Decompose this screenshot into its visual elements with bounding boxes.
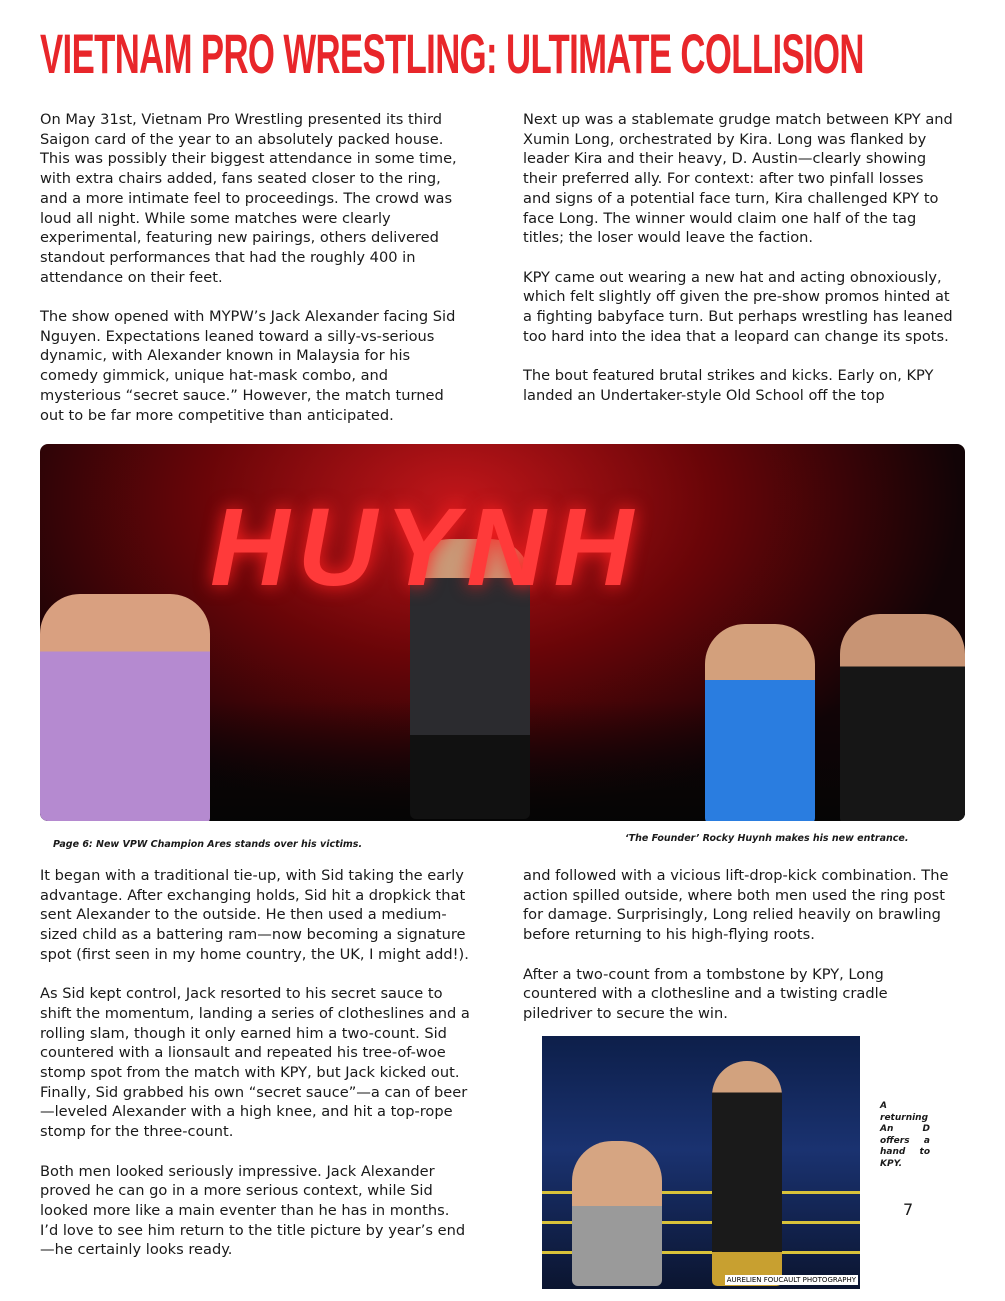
paragraph: As Sid kept control, Jack resorted to his secret sauce to shift the momentum, landing a series of clotheslines and a rolling slam, though it only earned him a two-count. Sid countered with a lionsault and repeated his tree-of-woe stomp spot from the match with KPY, but Jack kicked out. Finally, Sid grabbed his own “secret sauce”—a can of beer—leveled Alexander with a high knee, and hit a top-rope stomp for the three-count. [40,985,470,1141]
photo-credit: AURELIEN FOUCAULT PHOTOGRAPHY [726,1276,856,1284]
paragraph: It began with a traditional tie-up, with Sid taking the early advantage. After exchanging holds, Sid hit a dropkick that sent Alexander to the outside. He then used a medium-sized child as a battering ram—now becoming a signature spot (first seen in my home country, the UK, I might add!). [40,867,469,963]
entrance-photo [40,444,965,821]
paragraph: Next up was a stablemate grudge match between KPY and Xumin Long, orchestrated by Kira. Long was flanked by leader Kira and their heavy, D. Austin—clearly showing their preferred ally. For context: after two pinfall losses and signs of a potential face turn, Kira challenged KPY to face Long. The winner would claim one half of the tag titles; the loser would leave the faction. [523,111,953,247]
column-2 [523,110,955,425]
fan-figure [840,614,965,821]
paragraph: The bout featured brutal strikes and kicks. Early on, KPY landed an Undertaker-style Old School off the top [523,367,934,404]
photo-caption-left: Page 6: New VPW Champion Ares stands over his victims. [53,839,363,850]
paragraph: Both men looked seriously impressive. Jack Alexander proved he can go in a more serious context, while Sid looked more like a main eventer than he has in months. I’d love to see him return to the title picture by year’s end—he certainly looks ready. [40,1162,466,1259]
ring-photo [542,1036,860,1289]
paragraph: The show opened with MYPW’s Jack Alexander facing Sid Nguyen. Expectations leaned toward a silly-vs-serious dynamic, with Alexander known in Malaysia for his comedy gimmick, unique hat-mask combo, and mysterious “secret sauce.” However, the match turned out to be far more competitive than anticipated. [40,308,456,424]
wrestler-kneeling [572,1141,662,1286]
fan-figure [705,624,815,821]
neon-sign: HUYNH [210,486,642,609]
article-title: VIETNAM PRO WRESTLING: ULTIMATE COLLISION [40,22,864,85]
column-1 [40,110,470,445]
fan-figure [40,594,210,821]
page-number: 7 [903,1200,914,1219]
wrestler-standing [712,1061,782,1286]
photo-caption-right: ‘The Founder’ Rocky Huynh makes his new entrance. [625,833,909,844]
photo-caption-side: A returning An D offers a hand to KPY. [880,1101,930,1169]
paragraph: On May 31st, Vietnam Pro Wrestling presented its third Saigon card of the year to an absolutely packed house. This was possibly their biggest attendance in some time, with extra chairs added, fans seated closer to the ring, and a more intimate feel to proceedings. The crowd was loud all night. While some matches were clearly experimental, featuring new pairings, others delivered standout performances that had the roughly 400 in attendance on their feet. [40,111,457,286]
column-3 [40,866,470,1280]
column-4 [523,866,955,1043]
paragraph: KPY came out wearing a new hat and acting obnoxiously, which felt slightly off given the pre-show promos hinted at a fighting babyface turn. But perhaps wrestling has leaned too hard into the idea that a leopard can change its spots. [523,268,953,345]
paragraph: After a two-count from a tombstone by KPY, Long countered with a clothesline and a twisting cradle piledriver to secure the win. [523,965,888,1022]
paragraph: and followed with a vicious lift-drop-kick combination. The action spilled outside, where both men used the ring post for damage. Surprisingly, Long relied heavily on brawling before returning to his high-flying roots. [523,867,949,944]
